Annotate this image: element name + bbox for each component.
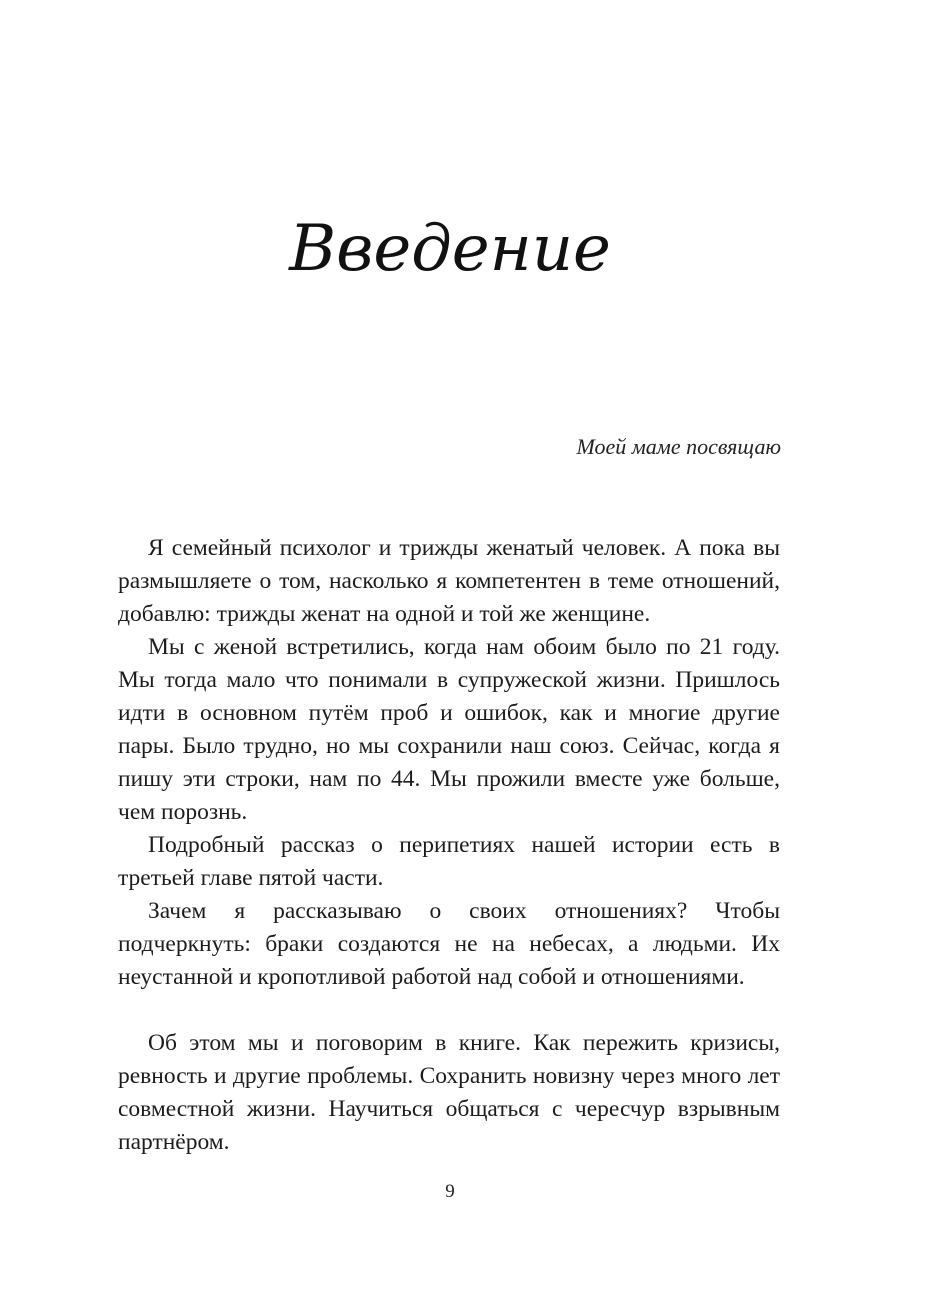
paragraph: Подробный рассказ о перипетиях нашей истории есть в третьей главе пятой части. [118, 832, 780, 891]
paragraph: Об этом мы и поговорим в книге. Как пережить кризисы, ревность и другие проблемы. Сохранить новизну через много лет совместной жизни. Научиться общаться с чересчур взрывным партнёром. [118, 1030, 780, 1155]
paragraph: Мы с женой встретились, когда нам обоим было по 21 году. Мы тогда мало что понимали в супружеской жизни. Пришлось идти в основном путём проб и ошибок, как и многие другие пары. Было трудно, но мы сохранили наш союз. Сейчас, когда я пишу эти строки, нам по 44. Мы прожили вместе уже больше, чем порознь. [118, 634, 780, 825]
dedication: Моей маме посвящаю [576, 434, 781, 459]
body-text [118, 532, 780, 1159]
chapter-title: Введение [289, 212, 611, 286]
paragraph: Я семейный психолог и трижды женатый человек. А пока вы размышляете о том, насколько я компетентен в теме отношений, добавлю: трижды женат на одной и той же женщине. [118, 535, 780, 627]
page-number: 9 [445, 1181, 455, 1202]
paragraph: Зачем я рассказываю о своих отношениях? Чтобы подчеркнуть: браки создаются не на небесах, а людьми. Их неустанной и кропотливой работой над собой и отношениями. [118, 898, 780, 990]
